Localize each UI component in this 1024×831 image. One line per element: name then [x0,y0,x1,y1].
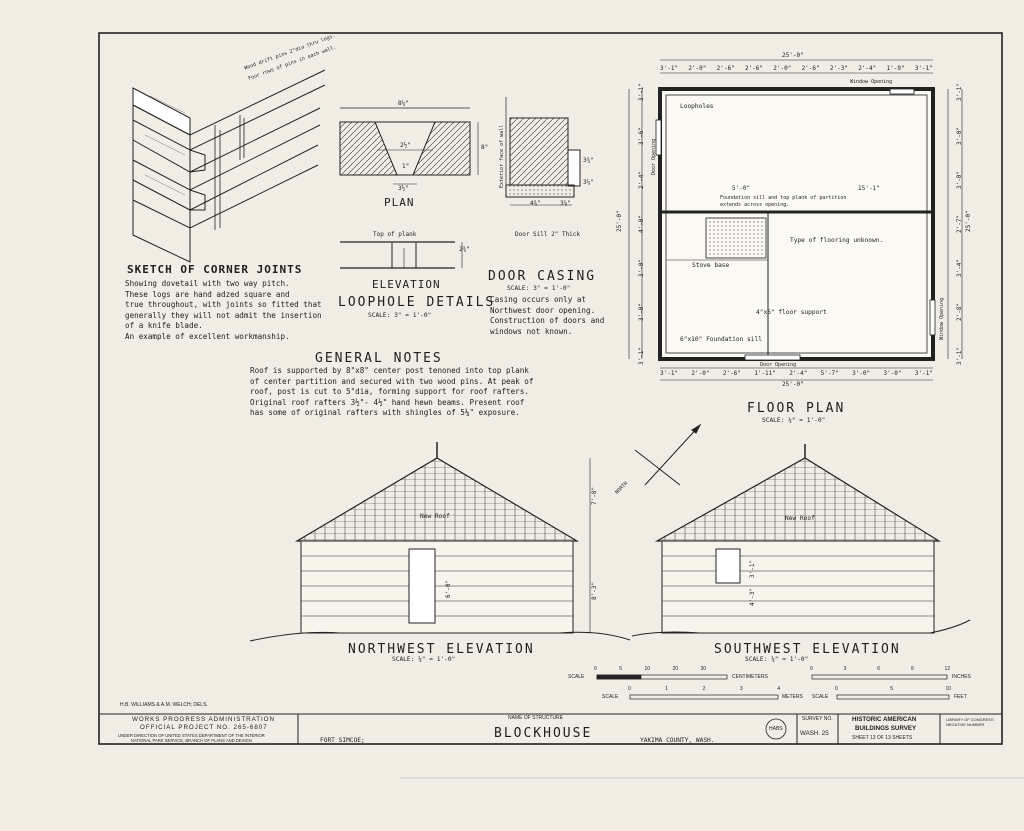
plan-overall-bottom: 25'-0" [782,381,804,388]
loophole-elev-height: 2¾" [459,246,470,253]
southwest-elevation-drawing [632,444,970,636]
plan-dim-label: 3'-4" [956,258,964,278]
plan-dim-label: 2'-4" [638,170,646,190]
scale-tick-label: 0 [835,686,838,692]
loophole-depth: 8" [481,144,489,151]
inch-ticks [810,667,950,672]
plan-dim-label: 2'-4" [789,370,808,377]
nw-elevation-title: NORTHWEST ELEVATION [348,642,535,657]
cm-ticks [594,667,706,672]
survey-no: WASH. 25 [800,730,829,737]
scale-tick-label: 0 [628,686,631,692]
general-notes-body: Roof is supported by 8"x8" center post tenoned into top plank of center partition and secured with two wood pins. At peak of roof, post is cut to 5"dia, forming support for roof rafters. Original roof rafters 3½"- 4½" hand hewn beams. Present roof has some of original rafters with shingles of 5¼" exposure. [250,366,534,417]
plan-dim-label: 2'-0" [773,65,792,72]
door-casing-title: DOOR CASING [488,269,597,284]
general-notes-title: GENERAL NOTES [315,351,443,366]
casing-dim-b: 4¾" [530,200,541,207]
door-sill-note: Door Sill 2" Thick [515,231,581,238]
window-dim: 3'-1" [749,559,756,578]
plan-dim-label: 2'-6" [722,370,741,377]
scale-tick-label: 12 [944,666,950,672]
plan-dim-label: 3'-1" [956,346,964,366]
project-label: OFFICIAL PROJECT NO. 265-6807 [140,724,268,731]
structure-name: BLOCKHOUSE [494,726,593,741]
plan-dim-label: 2'-0" [691,370,710,377]
plan-overall-top: 25'-0" [782,52,804,59]
casing-dim-c: 3¼" [583,179,594,186]
scale-label-cm: SCALE [568,674,585,680]
roof-height-dim: 7'-8" [591,486,598,505]
plan-top-dims [660,66,933,72]
door-opening-left: Door Opening [651,138,657,175]
inches-label: INCHES [952,674,971,680]
scale-tick-label: 3 [739,686,743,692]
loophole-outer-dim: 3½" [398,185,409,192]
plan-dim-label: 2'-7" [956,214,964,234]
scale-tick-label: 0 [594,666,597,672]
door-casing-section [506,97,580,205]
loophole-details-title: LOOPHOLE DETAILS [338,295,496,310]
scale-label-m: SCALE [602,694,619,700]
plan-dim-label: 2'-6" [801,65,820,72]
door-casing-scale: SCALE: 3" = 1'-0" [507,285,571,292]
plan-dim-label: 3'-1" [914,370,933,377]
loophole-plan-label: PLAN [384,196,415,209]
feet-ticks [835,687,951,692]
delineators: H.B. WILLIAMS & A.M. WELCH; DELS. [120,702,208,708]
plan-dim-label: 5'-7" [820,370,839,377]
scale-tick-label: 0 [810,666,813,672]
window-opening-right: Window Opening [939,297,945,340]
wall-height-dim: 8'-3" [591,581,598,600]
partition-dim: 5'-0" [732,185,751,192]
plan-dim-label: 3'-1" [660,65,679,72]
plan-dim-label: 3'-6" [638,126,646,146]
plan-dim-label: 3'-1" [914,65,933,72]
pins-note: Wood drift pins 2"dia thru logs. Four rows of pins in each wall. [243,32,338,82]
nw-new-roof: New Roof [420,513,450,520]
floor-plan-scale: SCALE: ¼" = 1'-0" [762,417,826,424]
northwest-elevation-drawing [250,442,630,641]
plan-dim-label: 3'-1" [638,346,646,366]
plan-dim-label: 2'-8" [956,302,964,322]
foundation-note: Foundation sill and top plank of partition extends across opening. [720,195,847,208]
plan-dim-label: 2'-6" [716,65,735,72]
plan-dim-label: 3'-1" [638,82,646,102]
door-casing-body: Casing occurs only at Northwest door opening. Construction of doors and windows not known. [490,295,605,336]
feet-label: FEET [954,694,967,700]
habs-line-2: BUILDINGS SURVEY [855,725,917,732]
floor-support-label: 4"x6" floor support [756,309,827,316]
sw-new-roof: New Roof [785,515,815,522]
sheet-number: SHEET 13 OF 13 SHEETS [852,735,913,741]
plan-dim-label: 3'-1" [660,370,679,377]
loophole-slot: 1" [402,163,410,170]
name-of-structure-label: NAME OF STRUCTURE [508,715,563,721]
plan-dim-label: 3'-1" [956,82,964,102]
window-opening-top: Window Opening [850,79,893,85]
scale-tick-label: 2 [702,686,706,692]
plan-dim-label: 4'-0" [638,214,646,234]
sw-elevation-scale: SCALE: ¼" = 1'-0" [745,656,809,663]
corner-joints-title: SKETCH OF CORNER JOINTS [127,263,303,276]
scale-tick-label: 30 [700,666,706,672]
nw-elevation-scale: SCALE: ¼" = 1'-0" [392,656,456,663]
door-opening-bottom: Door Opening [760,362,797,368]
scale-tick-label: 9 [910,666,914,672]
top-of-plank: Top of plank [373,231,417,238]
plan-dim-label: 3'-0" [638,302,646,322]
corner-joints-sketch [133,70,325,262]
loophole-plan-width: 8¼" [398,100,409,107]
loophole-scale: SCALE: 3" = 1'-0" [368,312,432,319]
scale-label-ft: SCALE [812,694,829,700]
north-label: NORTH [614,480,630,496]
location-label: FORT SIMCOE; [320,737,365,744]
county-label: YAKIMA COUNTY, WASH. [640,737,715,744]
direction-label: UNDER DIRECTION OF UNITED STATES DEPARTMENT OF THE INTERIOR NATIONAL PARK SERVICE, BRANCH OF PLANS AND DESIGN [118,733,265,743]
survey-no-label: SURVEY NO. [802,716,833,722]
door-height-dim: 6'-0" [445,579,452,598]
plan-dim-label: 3'-0" [956,170,964,190]
floor-plan-drawing [629,60,962,380]
plan-overall-right: 25'-0" [965,210,972,232]
exterior-face-label: Exterior face of wall [499,124,505,188]
meters-label: METERS [782,694,803,700]
plan-dim-label: 2'-6" [744,65,763,72]
plan-dim-label: 3'-0" [956,126,964,146]
scale-tick-label: 20 [672,666,678,672]
plan-dim-label: 3'-0" [883,370,902,377]
plan-dim-label: 2'-0" [688,65,707,72]
plan-overall-left: 25'-0" [616,210,623,232]
floor-plan-title: FLOOR PLAN [747,401,846,416]
loophole-elevation [340,242,462,268]
plan-dim-label: 2'-3" [829,65,848,72]
sw-elevation-title: SOUTHWEST ELEVATION [714,642,901,657]
plan-dim-label: 1'-9" [886,65,905,72]
plan-dim-label: 1'-11" [754,370,776,377]
window-dim-2: 4'-3" [749,587,756,606]
plan-left-dims [633,82,651,366]
loophole-elevation-label: ELEVATION [372,278,441,291]
scale-tick-label: 3 [843,666,847,672]
plan-dim-label: 2'-4" [858,65,877,72]
habs-seal: HABS [769,726,783,732]
scale-tick-label: 5 [890,686,893,692]
scale-tick-label: 5 [619,666,622,672]
scale-tick-label: 6 [877,666,880,672]
stove-base-label: Stove base [692,262,730,269]
casing-dim-a: 3¾" [583,157,594,164]
partition-dim-2: 15'-1" [858,185,880,192]
casing-dim-d: 3⅞" [560,200,571,207]
plan-bottom-dims [660,371,933,377]
plan-dim-label: 3'-0" [638,258,646,278]
scale-tick-label: 10 [644,666,650,672]
loc-negative-note: LIBRARY OF CONGRESS NEGATIVE NUMBER [946,717,994,727]
meter-ticks [628,687,780,692]
wpa-label: WORKS PROGRESS ADMINISTRATION [132,716,276,723]
habs-line-1: HISTORIC AMERICAN [852,716,917,723]
centimeters-label: CENTIMETERS [732,674,768,680]
scale-tick-label: 10 [945,686,951,692]
scale-tick-label: 1 [665,686,669,692]
corner-joints-body: Showing dovetail with two way pitch. These logs are hand adzed square and true throughout, with joints so fitted that generally they will not admit the insertion of a knife blade. An example of excellent workmanship. [125,279,322,341]
loopholes-label: Loopholes [680,103,714,110]
scale-tick-label: 4 [777,686,780,692]
foundation-sill-label: 6"x10" Foundation sill [680,336,762,343]
flooring-note: Type of flooring unknown. [790,237,884,244]
plan-dim-label: 3'-0" [852,370,871,377]
north-arrow [635,425,700,485]
loophole-inner-dim: 2½" [400,142,411,149]
